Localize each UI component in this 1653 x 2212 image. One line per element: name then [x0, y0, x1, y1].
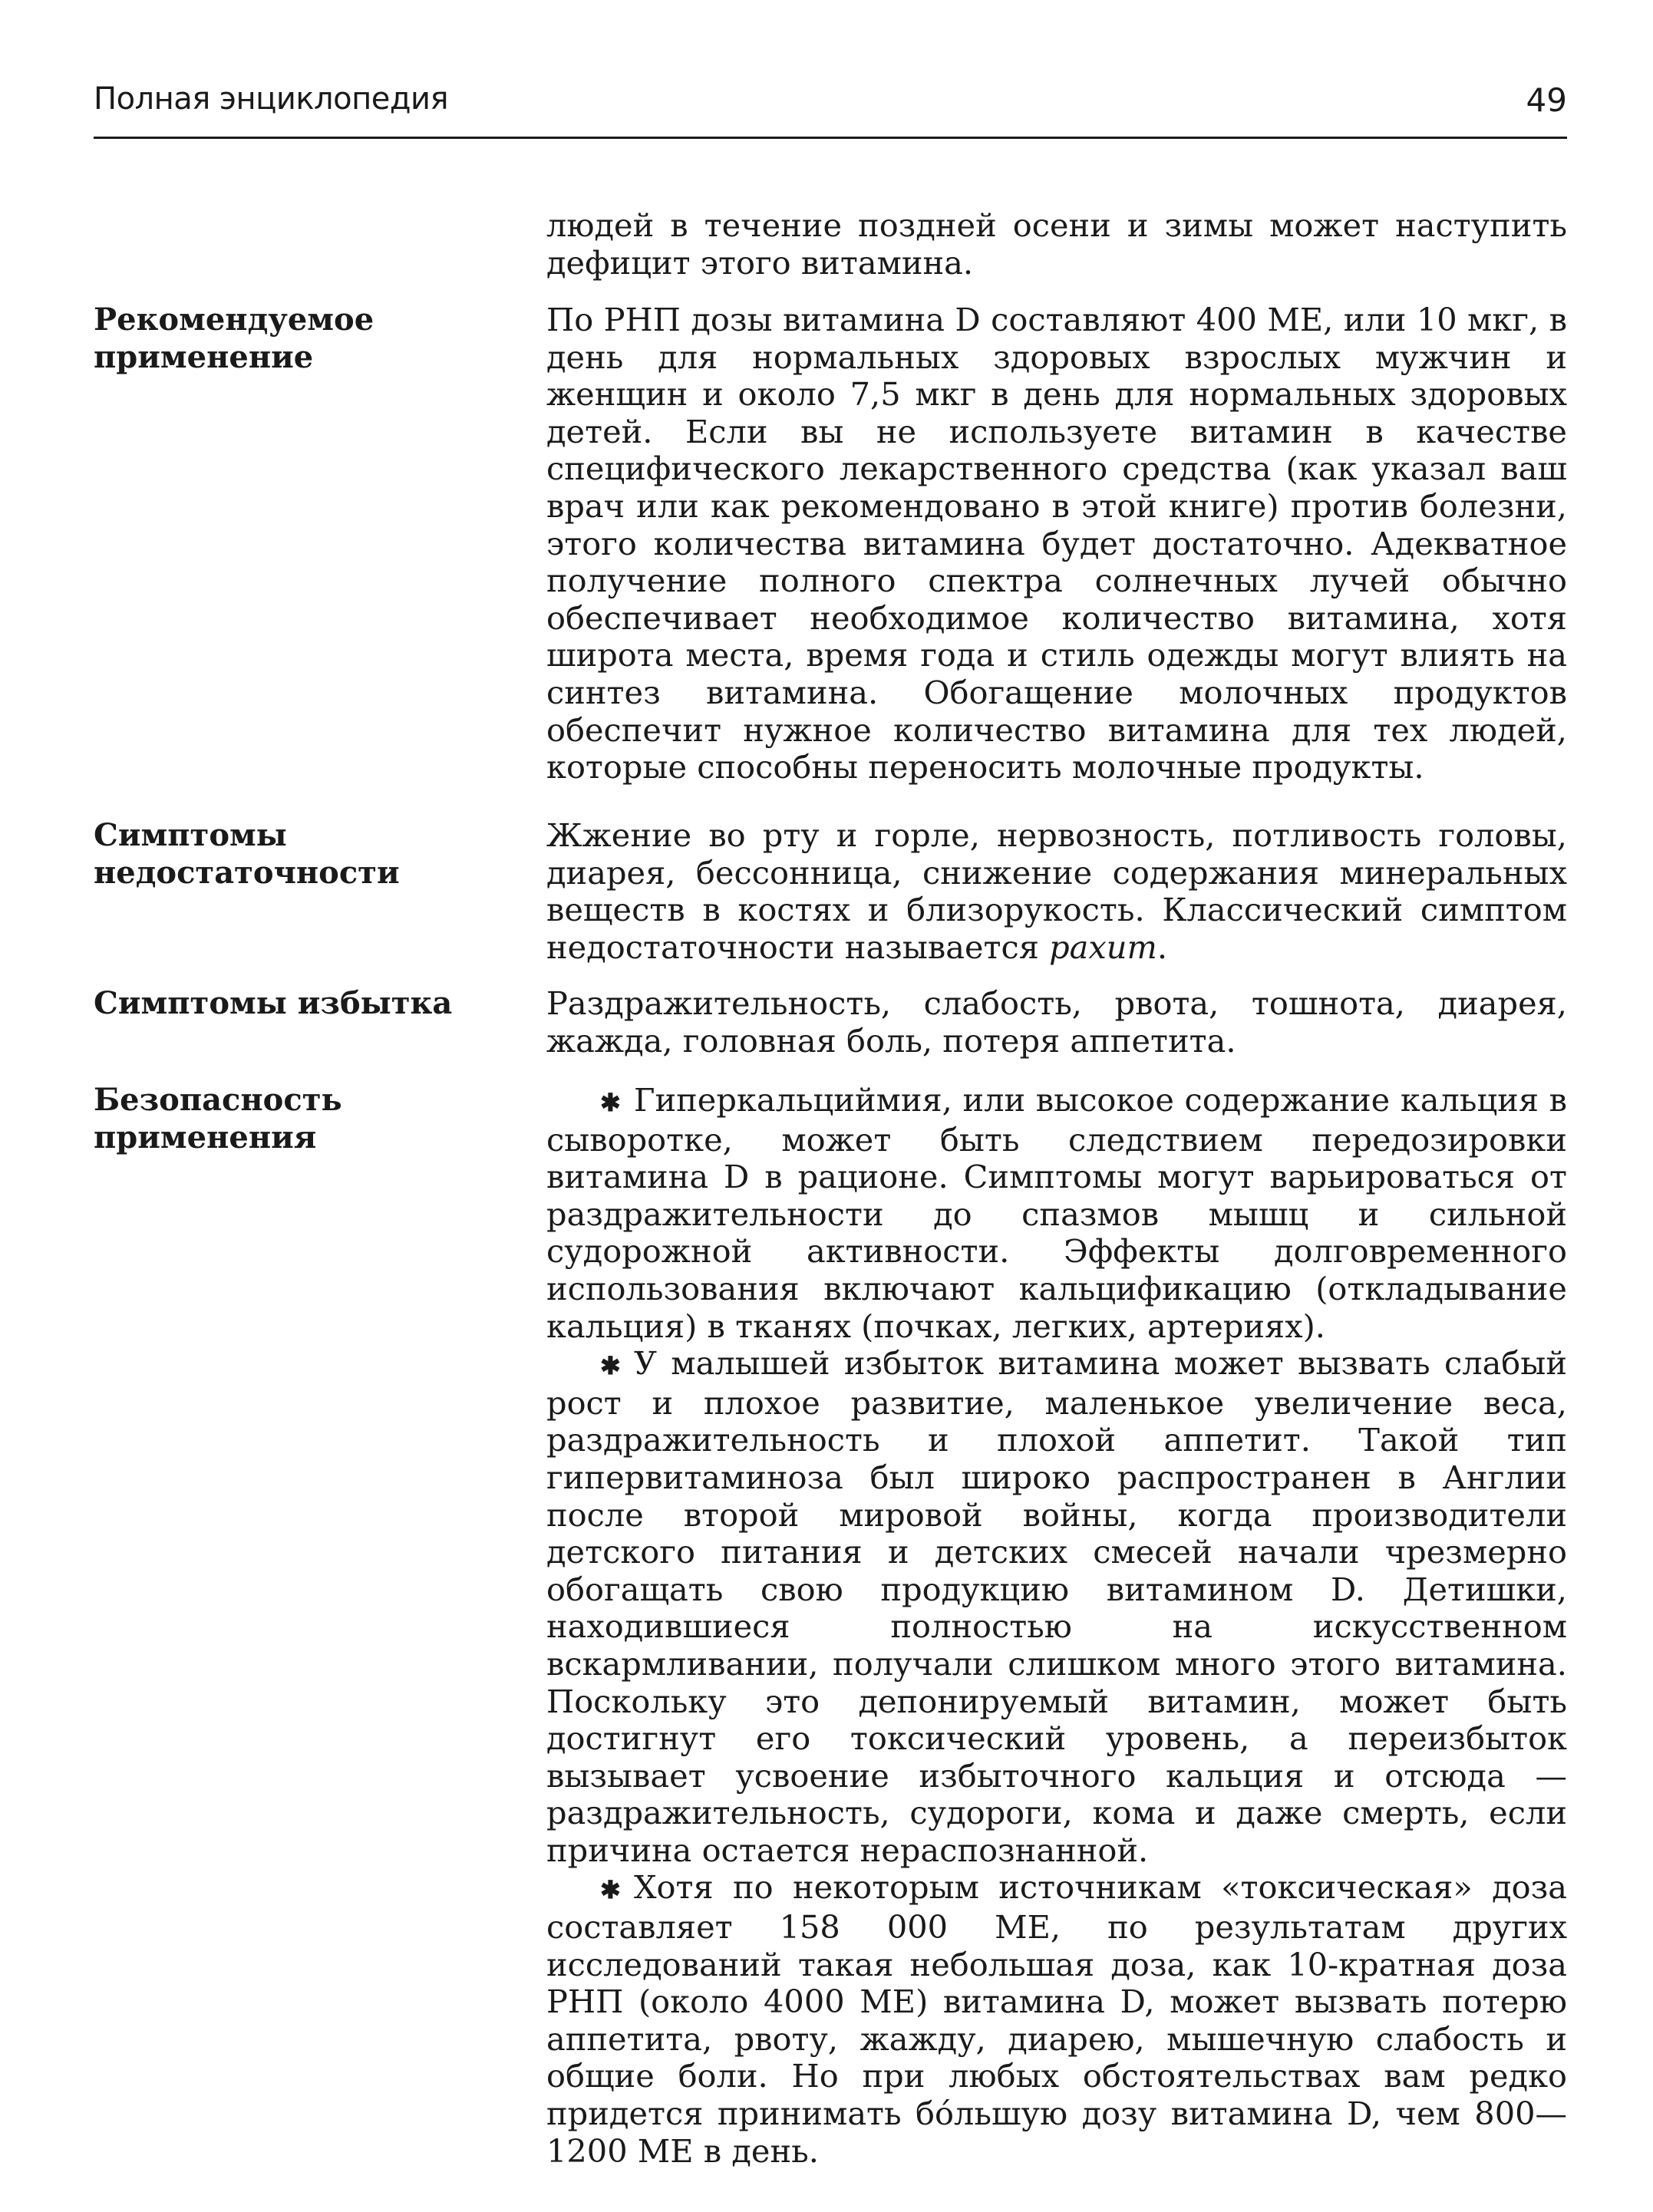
deficiency-paragraph: [546, 817, 1567, 966]
deficiency-end: .: [1156, 928, 1168, 966]
running-header: [94, 75, 1567, 139]
safety-section: [546, 1082, 1567, 2170]
deficiency-text: Жжение во рту и горле, нервозность, потливость головы, диарея, бессонница, снижение содержания минеральных веществ в костях и близорукость. Классический симптом недостаточности называется: [546, 816, 1567, 966]
recommended-section: [546, 302, 1567, 786]
recommended-text: По РНП дозы витамина D составляют 400 МЕ, или 10 мкг, в день для нормальных здоровых взрослых мужчин и женщин и около 7,5 мкг в день для нормальных здоровых детей. Если вы не используете витамин в качестве специфического лекарственного средства (как указал ваш врач или как рекомендовано в этой книге) против болезни, этого количества витамина будет достаточно. Адекватное получение полного спектра солнечных лучей обычно обеспечивает необходимое количество витамина, хотя широта места, время года и стиль одежды могут влиять на синтез витамина. Обогащение молочных продуктов обеспечит нужное количество витамина для тех людей, которые способны переносить молочные продукты.: [546, 301, 1567, 786]
running-title: Полная энциклопедия: [94, 81, 449, 117]
safety-label: Безопасность применения: [94, 1082, 342, 1155]
deficiency-label: Симптомы недостаточности: [94, 817, 400, 891]
excess-text: Раздражительность, слабость, рвота, тошнота, диарея, жажда, головная боль, потеря аппетита.: [546, 984, 1567, 1060]
safety-item: [546, 1869, 1567, 2170]
bullet-asterisk-icon: ✱: [600, 1351, 621, 1381]
excess-section: [546, 985, 1567, 1060]
excess-label: Симптомы избытка: [94, 985, 453, 1021]
safety-item-text: Гиперкальциймия, или высокое содержание кальция в сыворотке, может быть следствием передозировки витамина D в рационе. Симптомы могут варьироваться от раздражительности до спазмов мышц и сильной судорожной активности. Эффекты долговременного использования включают кальцификацию (откладывание кальция) в тканях (почках, легких, артериях).: [546, 1081, 1567, 1345]
safety-item: [546, 1082, 1567, 1345]
page-number: 49: [1526, 81, 1567, 119]
intro-text: людей в течение поздней осени и зимы может наступить дефицит этого витамина.: [546, 206, 1567, 282]
deficiency-section: [546, 817, 1567, 966]
safety-item: [546, 1345, 1567, 1869]
safety-item-text: Хотя по некоторым источникам «токсическая» доза составляет 158 000 МЕ, по результатам других исследований такая небольшая доза, как 10-кратная доза РНП (около 4000 МЕ) витамина D, может вызвать потерю аппетита, рвоту, жажду, диарею, мышечную слабость и общие боли. Но при любых обстоятельствах вам редко придется принимать бóльшую дозу витамина D, чем 800—1200 МЕ в день.: [546, 1868, 1567, 2170]
recommended-label: Рекомендуемое применение: [94, 302, 374, 375]
intro-paragraph: [546, 207, 1567, 282]
bullet-asterisk-icon: ✱: [600, 1875, 621, 1905]
bullet-asterisk-icon: ✱: [600, 1088, 621, 1117]
safety-item-text: У малышей избыток витамина может вызвать слабый рост и плохое развитие, маленькое увеличение веса, раздражительность и плохой аппетит. Такой тип гипервитаминоза был широко распространен в Англии после второй мировой войны, когда производители детского питания и детских смесей начали чрезмерно обогащать свою продукцию витамином D. Детишки, находившиеся полностью на искусственном вскармливании, получали слишком много этого витамина. Поскольку это депонируемый витамин, может быть достигнут его токсический уровень, а переизбыток вызывает усвоение избыточного кальция и отсюда — раздражительность, судороги, кома и даже смерть, если причина остается нераспознанной.: [546, 1344, 1567, 1869]
deficiency-term: рахит: [1049, 928, 1157, 966]
